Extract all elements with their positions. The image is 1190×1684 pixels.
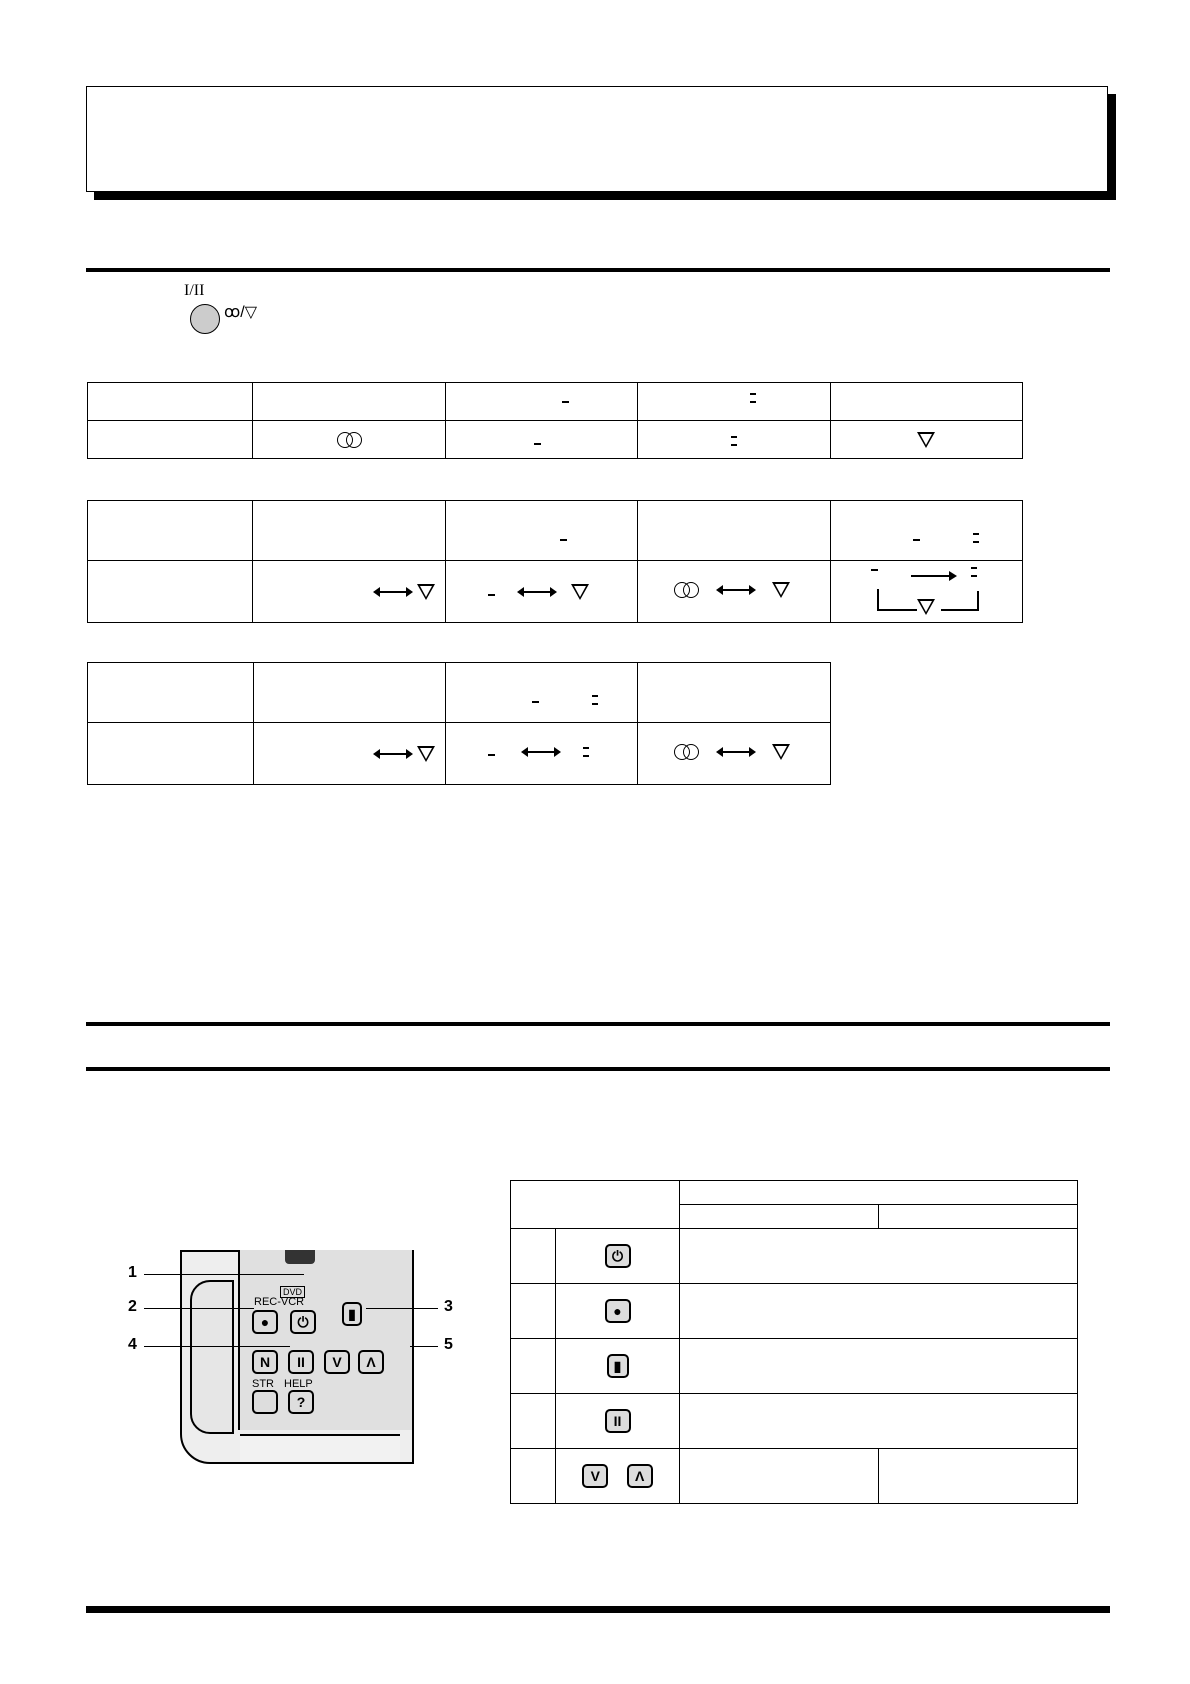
callout-line	[144, 1308, 254, 1309]
callout-line	[366, 1308, 438, 1309]
toggle-arrow-icon	[718, 589, 754, 591]
cycle-line	[977, 591, 979, 611]
mono-2-icon	[750, 393, 756, 403]
power-button[interactable]: ⏻	[290, 1310, 316, 1334]
cell	[680, 1449, 879, 1504]
mono-1-icon	[534, 443, 541, 445]
cell	[511, 1229, 556, 1284]
toggle-arrow-icon	[519, 591, 555, 593]
mono-triangle-icon	[917, 432, 935, 448]
cell	[253, 561, 445, 623]
cell	[830, 501, 1022, 561]
cell	[88, 421, 253, 459]
cell	[88, 723, 254, 785]
cell	[253, 723, 445, 785]
skip-forward-icon: Λ	[627, 1464, 653, 1488]
title-box	[86, 86, 1108, 192]
cell	[556, 1229, 680, 1284]
cell	[638, 561, 830, 623]
cell	[556, 1449, 680, 1504]
cell	[830, 383, 1022, 421]
cell	[253, 383, 445, 421]
dvd-vcr-switch-icon: ▮	[607, 1354, 629, 1378]
section-rule-3	[86, 1067, 1110, 1071]
cell	[638, 421, 830, 459]
mono-triangle-icon	[571, 584, 589, 600]
mono-2-icon	[592, 695, 598, 705]
stereo-icon	[674, 744, 698, 760]
cell	[638, 383, 830, 421]
pause-icon: II	[605, 1409, 631, 1433]
mono-1-icon	[560, 539, 567, 541]
section-rule-1	[86, 268, 1110, 272]
n-button[interactable]: N	[252, 1350, 278, 1374]
mono-triangle-icon	[417, 746, 435, 762]
cycle-line	[877, 589, 879, 611]
footer-rule	[86, 1606, 1110, 1613]
mono-2-icon	[973, 533, 979, 543]
mono-triangle-icon	[772, 744, 790, 760]
stereo-icon	[674, 582, 698, 598]
mono-1-icon	[488, 594, 495, 596]
callout-line	[144, 1274, 304, 1275]
cell	[680, 1284, 1078, 1339]
dvd-vcr-switch[interactable]: ▮	[342, 1302, 362, 1326]
mono-2-icon	[583, 747, 589, 757]
cell	[253, 421, 445, 459]
cell	[511, 1449, 556, 1504]
cell	[830, 421, 1022, 459]
toggle-arrow-icon	[375, 591, 411, 593]
audio-table-1	[87, 382, 1023, 459]
cell	[638, 663, 831, 723]
button-function-table	[510, 1180, 1078, 1504]
remote-top-button	[285, 1250, 315, 1264]
cell	[88, 561, 253, 623]
mono-triangle-icon	[917, 599, 935, 615]
cell	[680, 1229, 1078, 1284]
cell	[680, 1205, 879, 1229]
mono-1-icon	[562, 401, 569, 403]
cell	[511, 1394, 556, 1449]
section-rule-2	[86, 1022, 1110, 1026]
cycle-line	[877, 609, 917, 611]
skip-back-button[interactable]: V	[324, 1350, 350, 1374]
cell	[511, 1339, 556, 1394]
mono-1-icon	[913, 539, 920, 541]
str-label: STR	[252, 1378, 274, 1390]
cell	[445, 501, 637, 561]
mono-2-icon	[731, 436, 737, 446]
cell	[680, 1181, 1078, 1205]
mono-1-icon	[488, 754, 495, 756]
mono-1-icon	[871, 569, 878, 571]
toggle-arrow-icon	[523, 751, 559, 753]
audio-table-2	[87, 500, 1023, 623]
audio-mode-symbols: ꝏ/▽	[224, 304, 258, 321]
cycle-arrowhead	[949, 571, 957, 581]
mono-1-icon	[532, 701, 539, 703]
stereo-icon	[337, 432, 361, 448]
str-button[interactable]	[252, 1390, 278, 1414]
callout-3: 3	[444, 1298, 453, 1315]
cell	[556, 1339, 680, 1394]
cell	[830, 561, 1022, 623]
rec-vcr-label: REC-VCR	[254, 1296, 305, 1308]
record-icon: ●	[605, 1299, 631, 1323]
mono-triangle-icon	[417, 584, 435, 600]
callout-2: 2	[128, 1298, 137, 1315]
callout-4: 4	[128, 1336, 137, 1353]
cell	[511, 1284, 556, 1339]
cell	[253, 663, 445, 723]
mono-triangle-icon	[772, 582, 790, 598]
remote-illustration	[120, 1240, 453, 1460]
remote-side-curve	[190, 1280, 234, 1434]
cell	[88, 501, 253, 561]
cell	[88, 383, 253, 421]
cell	[445, 561, 637, 623]
cell	[638, 723, 831, 785]
skip-forward-button[interactable]: Λ	[358, 1350, 384, 1374]
cell	[680, 1394, 1078, 1449]
cell	[446, 663, 638, 723]
cell	[638, 501, 830, 561]
mono-2-icon	[971, 567, 977, 577]
cell	[445, 383, 637, 421]
power-icon: ⏻	[605, 1244, 631, 1268]
help-button[interactable]: ?	[288, 1390, 314, 1414]
cell	[511, 1181, 680, 1229]
cell	[88, 663, 254, 723]
skip-back-icon: V	[582, 1464, 608, 1488]
cell	[445, 421, 637, 459]
audio-round-button	[190, 304, 220, 334]
cell	[446, 723, 638, 785]
toggle-arrow-icon	[718, 751, 754, 753]
callout-line	[410, 1346, 438, 1347]
remote-bottom	[240, 1434, 400, 1462]
audio-button-label: I/II	[184, 282, 205, 299]
pause-button[interactable]: II	[288, 1350, 314, 1374]
callout-5: 5	[444, 1336, 453, 1353]
audio-table-3	[87, 662, 831, 785]
cell	[556, 1394, 680, 1449]
dvd-label: DVD	[280, 1286, 305, 1298]
cycle-line	[941, 609, 977, 611]
cell	[879, 1449, 1078, 1504]
help-label: HELP	[284, 1378, 313, 1390]
callout-1: 1	[128, 1264, 137, 1281]
toggle-arrow-icon	[375, 753, 411, 755]
cell	[253, 501, 445, 561]
cycle-arrow-icon	[911, 575, 951, 577]
callout-line	[144, 1346, 290, 1347]
cell	[879, 1205, 1078, 1229]
record-button[interactable]: ●	[252, 1310, 278, 1334]
cell	[680, 1339, 1078, 1394]
cell	[556, 1284, 680, 1339]
